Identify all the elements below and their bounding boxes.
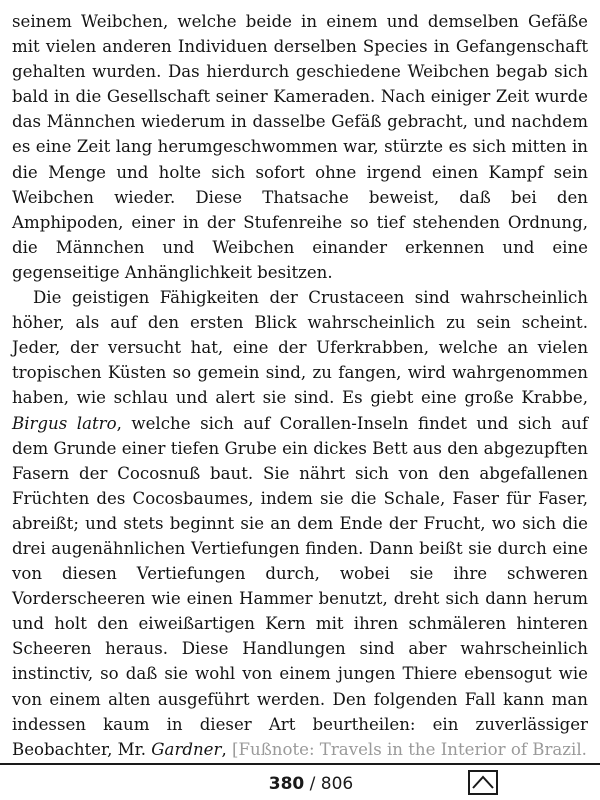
current-page-number: 380: [268, 774, 305, 794]
page-counter: [0, 774, 600, 794]
page-separator: /: [304, 774, 321, 794]
reader-footer: [0, 765, 600, 800]
footnote-link[interactable]: [Fußnote: Travels in the Interior of Brazil.: [232, 739, 587, 759]
book-text: [12, 9, 588, 762]
total-pages: 806: [320, 774, 354, 794]
paragraph-text-part: Die geistigen Fähigkeiten der Crustaceen sind wahrscheinlich höher, als auf den ersten Blick wahrscheinlich zu sein scheint. Jeder, der versucht hat, eine der Uferkrabben, welche an vielen tropischen Küsten so gemein sind, zu fangen, wird wahrgenommen haben, wie schlau und alert sie sind. Es giebt eine große Krabbe,: [12, 288, 588, 408]
paragraph-crustacean-intelligence: [12, 285, 588, 762]
paragraph-continuation: seinem Weibchen, welche beide in einem und demselben Gefäße mit vielen anderen Individuen derselben Species in Gefangenschaft gehalten wurden. Das hierdurch geschiedene Weibchen begab sich bald in die Gesellschaft seiner Kameraden. Nach einiger Zeit wurde das Männchen wiederum in dasselbe Gefäß gebracht, und nachdem es eine Zeit lang herumgeschwommen war, stürzte es sich mitten in die Menge und holte sich sofort ohne irgend einen Kampf sein Weibchen wieder. Diese Thatsache beweist, daß bei den Amphipoden, einer in der Stufenreihe so tief stehenden Ordnung, die Männchen und Weibchen einander erkennen und eine gegenseitige Anhänglichkeit besitzen.: [12, 12, 588, 282]
scroll-to-top-button[interactable]: [468, 770, 498, 795]
chevron-up-icon: [470, 772, 496, 793]
paragraph-text-part: ,: [221, 739, 233, 759]
paragraph-text-part: , welche sich auf Corallen-Inseln findet und sich auf dem Grunde einer tiefen Grube ein dickes Bett aus den abgezupften Fasern der Cocosnuß baut. Sie nährt sich von den abgefallenen Früchten des Cocosbaumes, indem sie die Schale, Faser für Faser, abreißt; und stets beginnt sie an dem Ende der Frucht, wo sich die drei augenähnlichen Vertiefungen finden. Dann beißt sie durch eine von diesen Vertiefungen durch, wobei sie ihre schweren Vorderscheeren wie einen Hammer benutzt, dreht sich dann herum und holt den eiweißartigen Kern mit ihren schmäleren hinteren Scheeren heraus. Diese Handlungen sind aber wahrscheinlich instinctiv, so daß sie wohl von einem jungen Thiere ebensogut wie von einem alten ausgeführt werden. Den folgenden Fall kann man indessen kaum in dieser Art beurtheilen: ein zuverlässiger Beobachter, Mr.: [12, 413, 589, 759]
species-name: Birgus latro: [12, 413, 117, 433]
observer-name: Gardner: [151, 739, 222, 759]
